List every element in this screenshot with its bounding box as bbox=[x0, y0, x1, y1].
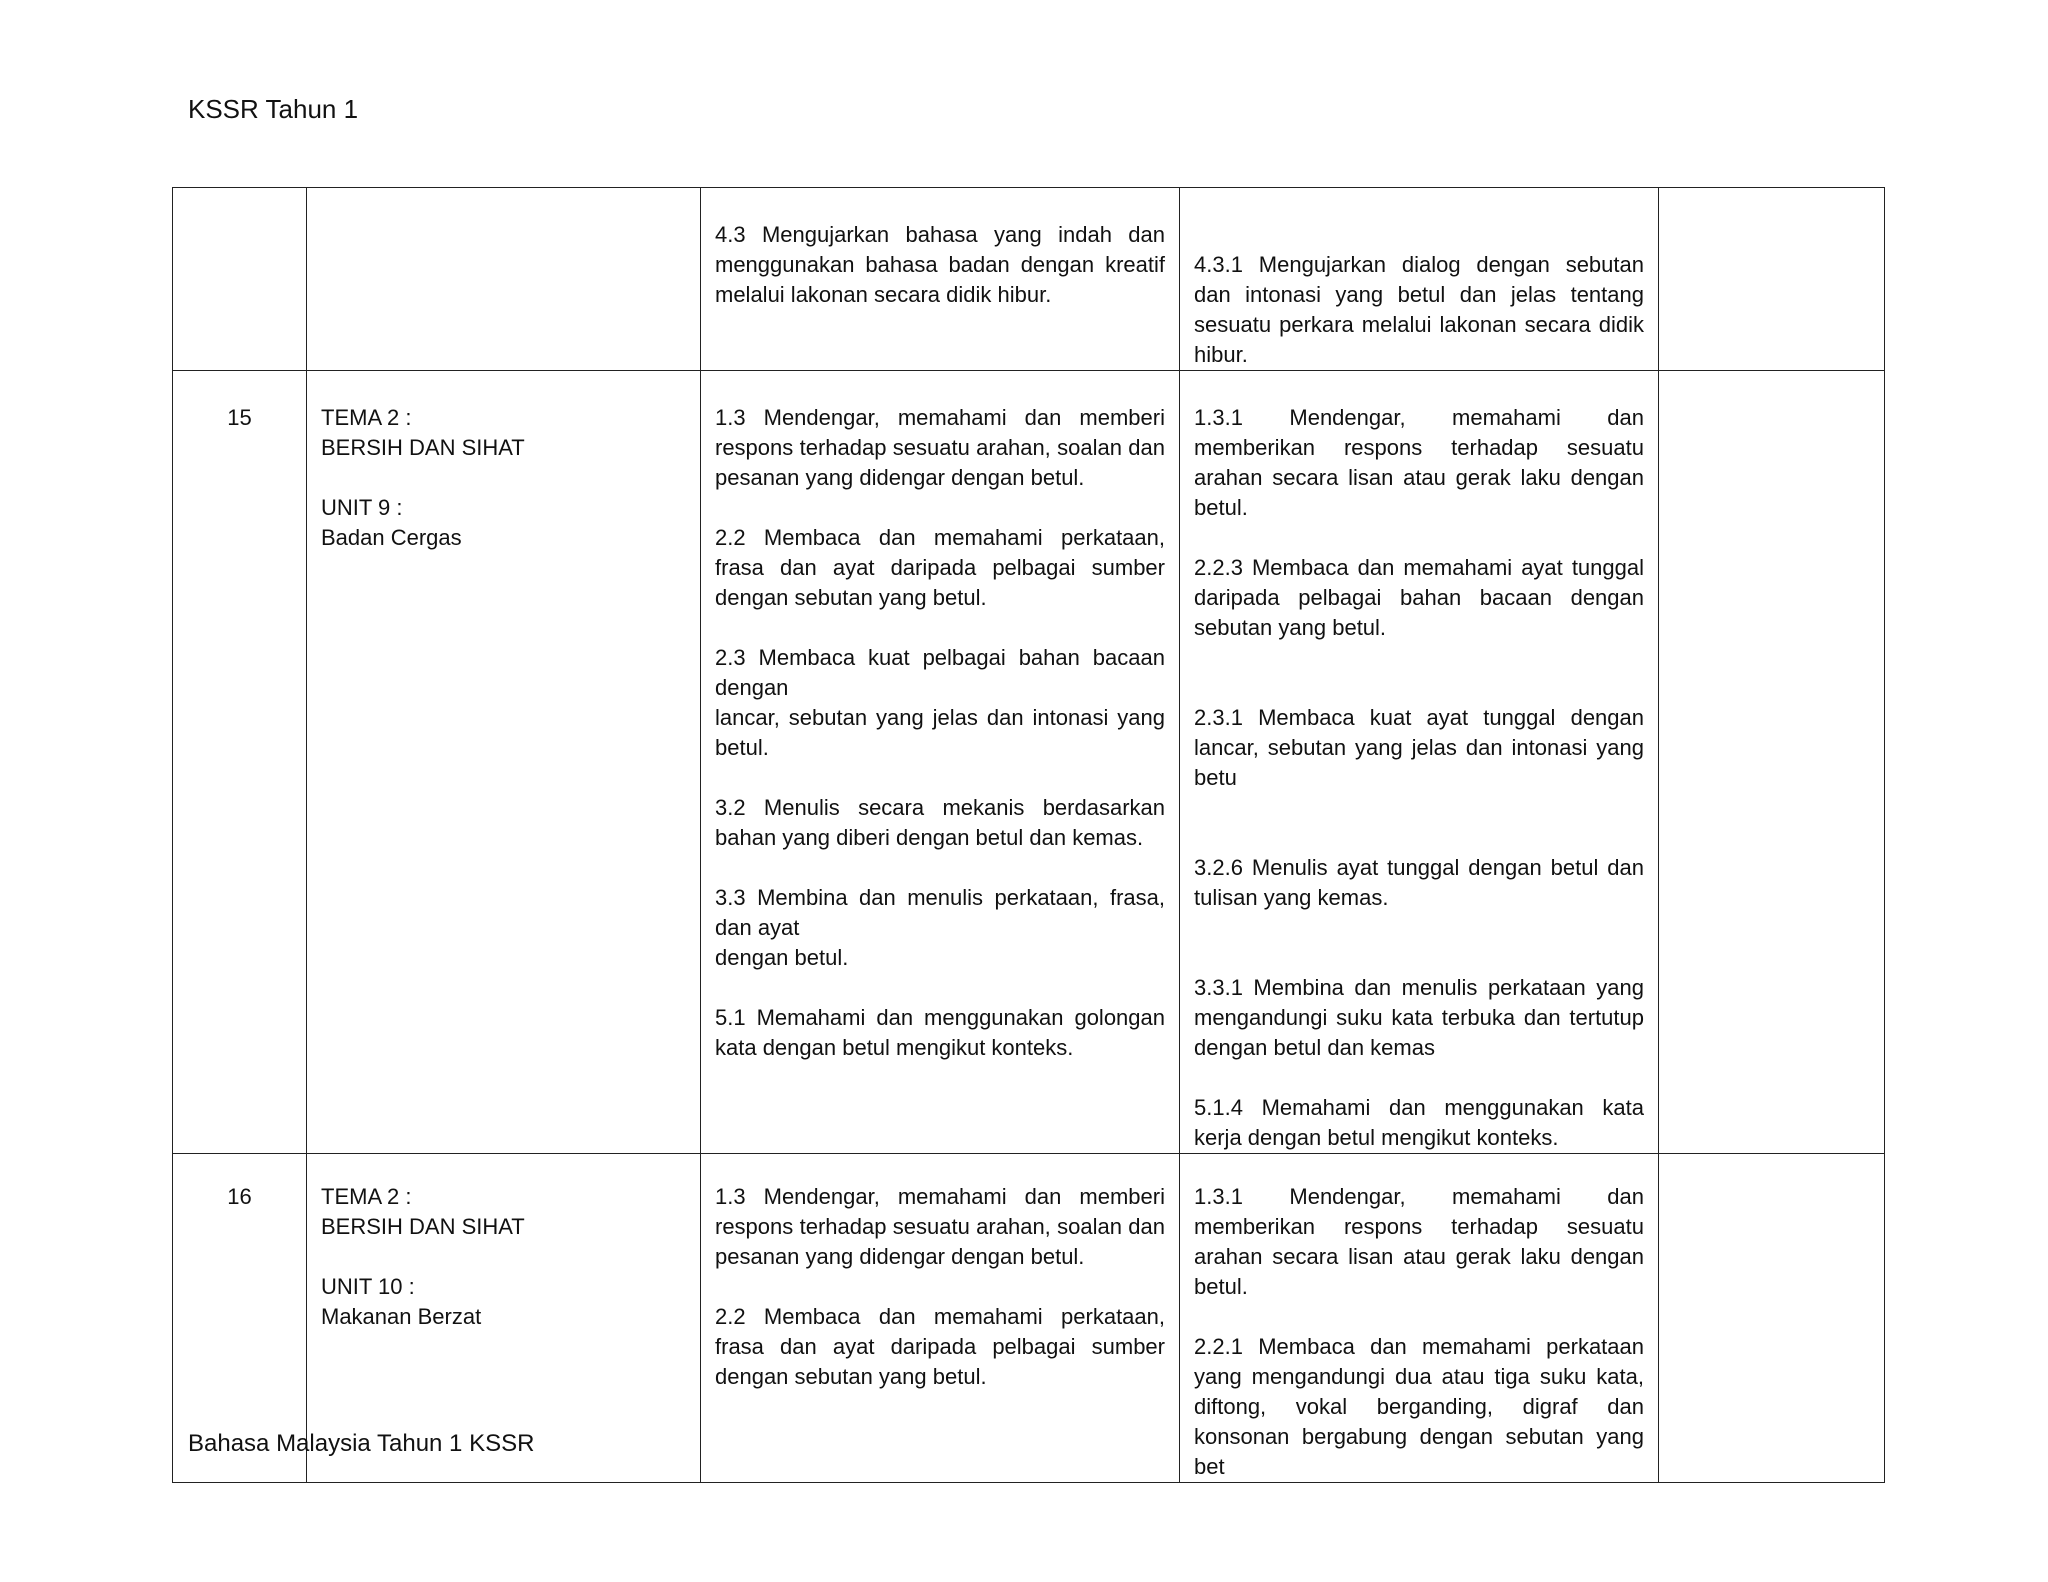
learning-standard-text: 3.2.6 Menulis ayat tunggal dengan betul dan tulisan yang kemas. bbox=[1194, 855, 1644, 910]
content-standard-text: 3.3 Membina dan menulis perkataan, frasa, dan ayat bbox=[715, 885, 1165, 940]
week-cell: 15 bbox=[173, 371, 307, 1154]
content-standard-cell bbox=[701, 188, 1180, 371]
table-row bbox=[173, 371, 1885, 1154]
content-standard-text: 4.3 Mengujarkan bahasa yang indah dan menggunakan bahasa badan dengan kreatif melalui lakonan secara didik hibur. bbox=[715, 222, 1165, 307]
lesson-plan-table bbox=[172, 187, 1885, 1483]
theme-label: TEMA 2 : bbox=[321, 405, 412, 430]
theme-cell bbox=[307, 371, 701, 1154]
theme-title: BERSIH DAN SIHAT bbox=[321, 1214, 525, 1239]
learning-standard-cell bbox=[1180, 371, 1659, 1154]
table-row bbox=[173, 188, 1885, 371]
unit-title: Badan Cergas bbox=[321, 525, 462, 550]
content-standard-text: 2.2 Membaca dan memahami perkataan, frasa dan ayat daripada pelbagai sumber dengan sebutan yang betul. bbox=[715, 525, 1165, 610]
theme-cell bbox=[307, 188, 701, 371]
notes-cell bbox=[1659, 371, 1885, 1154]
week-cell bbox=[173, 188, 307, 371]
learning-standard-text: 1.3.1 Mendengar, memahami dan memberikan respons terhadap sesuatu arahan secara lisan atau gerak laku dengan betul. bbox=[1194, 1184, 1644, 1299]
content-standard-text: 2.2 Membaca dan memahami perkataan, frasa dan ayat daripada pelbagai sumber dengan sebutan yang betul. bbox=[715, 1304, 1165, 1389]
notes-cell bbox=[1659, 188, 1885, 371]
content-standard-text: dengan betul. bbox=[715, 945, 849, 970]
content-standard-text: lancar, sebutan yang jelas dan intonasi yang betul. bbox=[715, 705, 1165, 760]
learning-standard-text: 2.2.3 Membaca dan memahami ayat tunggal daripada pelbagai bahan bacaan dengan sebutan yang betul. bbox=[1194, 555, 1644, 640]
learning-standard-text: 1.3.1 Mendengar, memahami dan memberikan respons terhadap sesuatu arahan secara lisan atau gerak laku dengan betul. bbox=[1194, 405, 1644, 520]
theme-title: BERSIH DAN SIHAT bbox=[321, 435, 525, 460]
page-header: KSSR Tahun 1 bbox=[188, 94, 359, 124]
content-standard-cell bbox=[701, 371, 1180, 1154]
unit-label: UNIT 10 : bbox=[321, 1274, 415, 1299]
learning-standard-cell bbox=[1180, 1154, 1659, 1483]
unit-label: UNIT 9 : bbox=[321, 495, 403, 520]
learning-standard-text: 3.3.1 Membina dan menulis perkataan yang mengandungi suku kata terbuka dan tertutup dengan betul dan kemas bbox=[1194, 975, 1644, 1060]
content-standard-text: 1.3 Mendengar, memahami dan memberi respons terhadap sesuatu arahan, soalan dan pesanan yang didengar dengan betul. bbox=[715, 1184, 1165, 1269]
content-standard-text: 1.3 Mendengar, memahami dan memberi respons terhadap sesuatu arahan, soalan dan pesanan yang didengar dengan betul. bbox=[715, 405, 1165, 490]
learning-standard-text: 2.2.1 Membaca dan memahami perkataan yang mengandungi dua atau tiga suku kata, diftong, vokal berganding, digraf dan konsonan bergabung dengan sebutan yang bet bbox=[1194, 1334, 1644, 1479]
unit-title: Makanan Berzat bbox=[321, 1304, 482, 1329]
page-footer: Bahasa Malaysia Tahun 1 KSSR bbox=[188, 1430, 535, 1457]
learning-standard-text: 5.1.4 Memahami dan menggunakan kata kerja dengan betul mengikut konteks. bbox=[1194, 1095, 1644, 1150]
theme-label: TEMA 2 : bbox=[321, 1184, 412, 1209]
content-standard-text: 2.3 Membaca kuat pelbagai bahan bacaan dengan bbox=[715, 645, 1165, 700]
content-standard-text: 3.2 Menulis secara mekanis berdasarkan bahan yang diberi dengan betul dan kemas. bbox=[715, 795, 1165, 850]
content-standard-text: 5.1 Memahami dan menggunakan golongan kata dengan betul mengikut konteks. bbox=[715, 1005, 1165, 1060]
notes-cell bbox=[1659, 1154, 1885, 1483]
learning-standard-text: 4.3.1 Mengujarkan dialog dengan sebutan dan intonasi yang betul dan jelas tentang sesuatu perkara melalui lakonan secara didik hibur. bbox=[1194, 252, 1644, 367]
content-standard-cell bbox=[701, 1154, 1180, 1483]
learning-standard-cell bbox=[1180, 188, 1659, 371]
week-cell: 16 bbox=[173, 1154, 307, 1483]
learning-standard-text: 2.3.1 Membaca kuat ayat tunggal dengan lancar, sebutan yang jelas dan intonasi yang betu bbox=[1194, 705, 1644, 790]
